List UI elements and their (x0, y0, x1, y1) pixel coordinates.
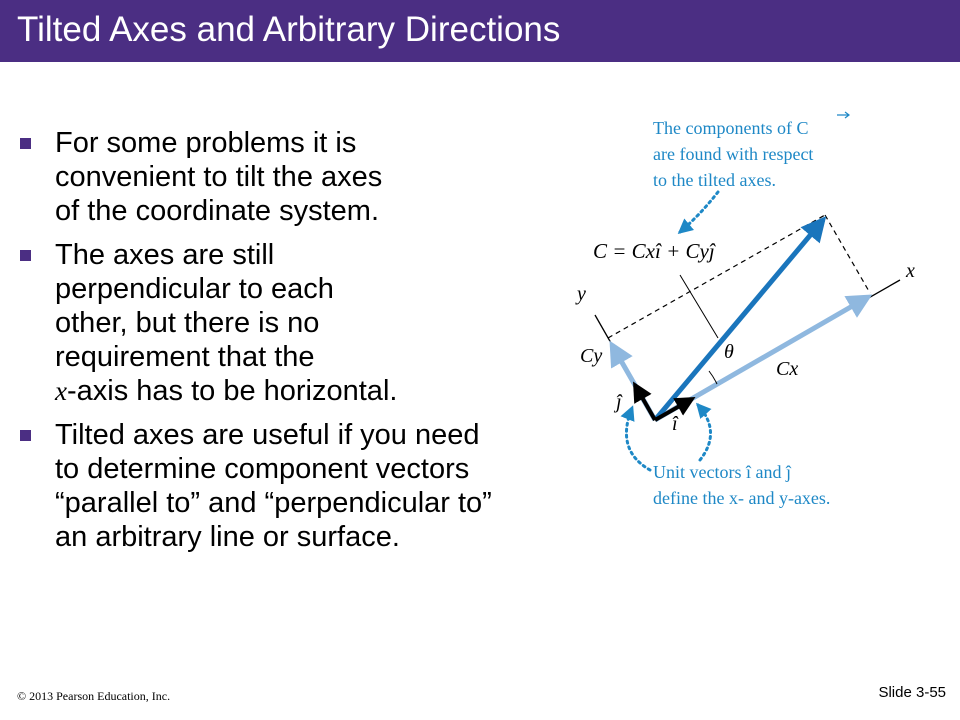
annotation-top-line: are found with respect (653, 144, 814, 164)
bullet-item (18, 238, 628, 408)
bullet-item (18, 126, 628, 228)
x-variable: x (55, 376, 67, 406)
annotation-bottom-line: define the x- and y-axes. (653, 488, 831, 508)
bullet-line: perpendicular to each (55, 273, 334, 305)
tilted-axes-figure (560, 100, 960, 520)
bullet-line: an arbitrary line or surface. (55, 521, 400, 553)
unit-vector-j (635, 385, 655, 420)
annotation-top-line: The components of C (653, 118, 809, 138)
bullet-line: requirement that the (55, 341, 315, 373)
cy-label: Cy (580, 345, 603, 367)
x-axis-label: x (906, 260, 915, 282)
bullet-marker-icon (20, 250, 31, 261)
bullet-list (18, 126, 628, 564)
theta-label: θ (724, 341, 734, 363)
bullet-item (18, 418, 628, 554)
bullet-marker-icon (20, 138, 31, 149)
bullet-line: convenient to tilt the axes (55, 161, 383, 193)
annotation-arrow-top (680, 192, 718, 232)
y-axis-label: y (577, 283, 586, 305)
bullet-line: For some problems it is (55, 127, 357, 159)
bullet-marker-icon (20, 430, 31, 441)
copyright-notice: © 2013 Pearson Education, Inc. (17, 689, 171, 703)
dashed-projection-line (608, 215, 825, 338)
vector-equation: C = Cxî + Cyĵ (593, 239, 715, 263)
bullet-line: to determine component vectors (55, 453, 470, 485)
bullet-line: The axes are still (55, 239, 275, 271)
annotation-arrow-right (698, 405, 711, 460)
bullet-line: other, but there is no (55, 307, 320, 339)
annotation-top-line: to the tilted axes. (653, 170, 776, 190)
theta-arc (709, 371, 717, 384)
bullet-line: “parallel to” and “perpendicular to” (55, 487, 492, 519)
bullet-line (55, 374, 628, 408)
slide-title: Tilted Axes and Arbitrary Directions (17, 10, 561, 49)
title-bar (0, 0, 960, 62)
equation-leader-line (680, 275, 718, 338)
dashed-projection-line (825, 215, 870, 293)
bullet-line: Tilted axes are useful if you need (55, 419, 480, 451)
annotation-arrow-left (626, 408, 650, 470)
annotation-bottom-line: Unit vectors î and ĵ (653, 462, 791, 482)
unit-j-label: ĵ (616, 391, 622, 413)
vector-arrow-icon (837, 112, 849, 118)
unit-i-label: î (672, 413, 678, 435)
bullet-line-rest: -axis has to be horizontal. (66, 375, 398, 407)
bullet-line: of the coordinate system. (55, 195, 379, 227)
cx-label: Cx (776, 358, 799, 380)
slide-number: Slide 3-55 (878, 684, 946, 701)
